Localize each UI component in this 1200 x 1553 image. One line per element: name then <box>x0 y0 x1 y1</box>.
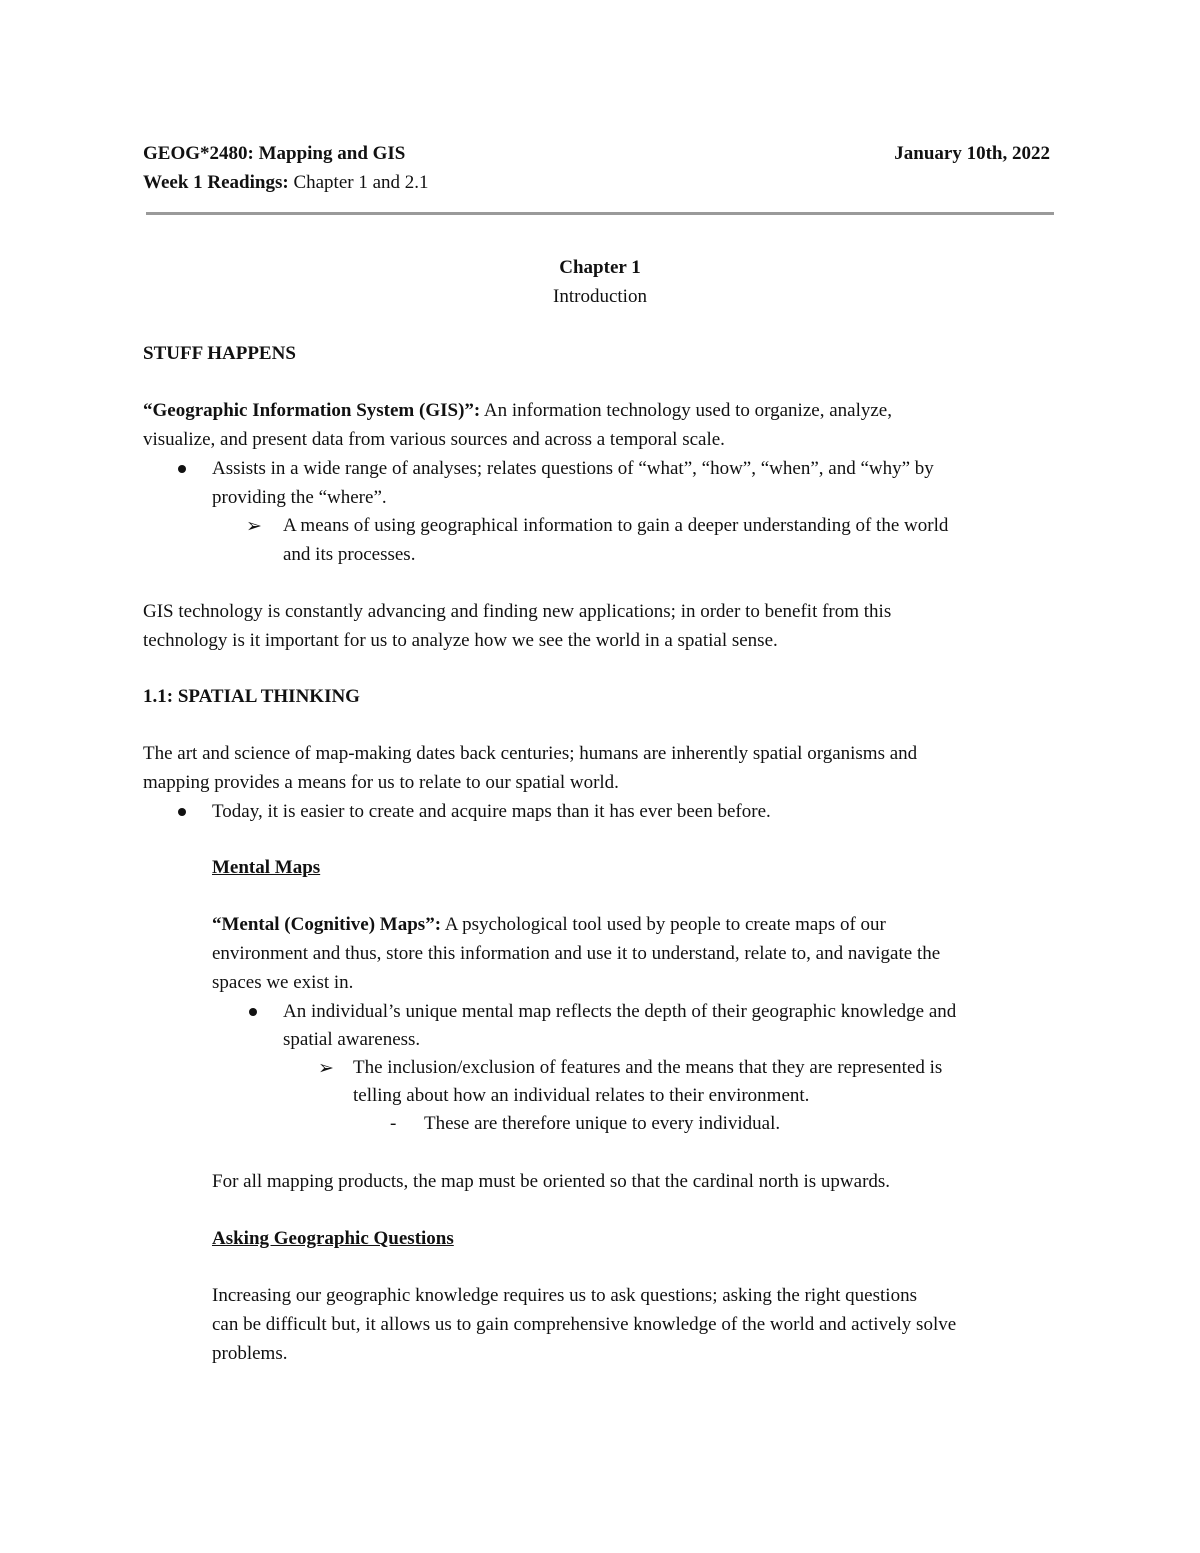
bullet-dot-icon <box>178 465 186 473</box>
spatial-bullet1: Today, it is easier to create and acquire maps than it has ever been before. <box>212 801 771 822</box>
gis-arrow1-line1: A means of using geographical information to gain a deeper understanding of the world <box>283 515 949 536</box>
dash-bullet-icon: - <box>390 1113 397 1134</box>
mental-bullet1-line1: An individual’s unique mental map reflects the depth of their geographic knowledge and <box>283 1001 957 1022</box>
gis-term: “Geographic Information System (GIS)”: <box>143 400 481 421</box>
mental-definition-line2: environment and thus, store this information and use it to understand, relate to, and navigate the <box>212 943 941 964</box>
chapter-title: Chapter 1 <box>559 257 641 278</box>
gis-bullet1-line2: providing the “where”. <box>212 487 387 508</box>
mental-arrow1-line1: The inclusion/exclusion of features and the means that they are represented is <box>353 1057 943 1078</box>
spatial-paragraph-line2: mapping provides a means for us to relate to our spatial world. <box>143 772 619 793</box>
mental-definition-text: A psychological tool used by people to create maps of our <box>441 914 886 935</box>
section-heading-spatial-thinking: 1.1: SPATIAL THINKING <box>143 686 360 707</box>
readings-value: Chapter 1 and 2.1 <box>288 172 429 193</box>
spatial-paragraph-line1: The art and science of map-making dates back centuries; humans are inherently spatial organisms and <box>143 743 918 764</box>
gis-definition-text: An information technology used to organize, analyze, <box>480 400 892 421</box>
arrow-bullet-icon: ➢ <box>318 1058 334 1079</box>
subheading-asking-questions: Asking Geographic Questions <box>212 1228 454 1249</box>
asking-paragraph-line1: Increasing our geographic knowledge requires us to ask questions; asking the right questions <box>212 1285 917 1306</box>
asking-paragraph-line3: problems. <box>212 1343 288 1364</box>
subheading-mental-maps: Mental Maps <box>212 857 321 878</box>
readings-label: Week 1 Readings: <box>143 172 289 193</box>
mental-paragraph: For all mapping products, the map must be oriented so that the cardinal north is upwards. <box>212 1171 891 1192</box>
chapter-subtitle: Introduction <box>553 286 647 307</box>
section-heading-stuff-happens: STUFF HAPPENS <box>143 343 296 364</box>
gis-arrow1-line2: and its processes. <box>283 544 416 565</box>
mental-term: “Mental (Cognitive) Maps”: <box>212 914 442 935</box>
bullet-dot-icon <box>178 808 186 816</box>
arrow-bullet-icon: ➢ <box>246 516 262 537</box>
gis-definition-line2: visualize, and present data from various sources and across a temporal scale. <box>143 429 725 450</box>
mental-dash1: These are therefore unique to every individual. <box>424 1113 781 1134</box>
bullet-dot-icon <box>249 1008 257 1016</box>
mental-arrow1-line2: telling about how an individual relates to their environment. <box>353 1085 810 1106</box>
gis-bullet1-line1: Assists in a wide range of analyses; relates questions of “what”, “how”, “when”, and “why” by <box>212 458 934 479</box>
mental-definition-line3: spaces we exist in. <box>212 972 354 993</box>
asking-paragraph-line2: can be difficult but, it allows us to gain comprehensive knowledge of the world and actively solve <box>212 1314 957 1335</box>
course-title: GEOG*2480: Mapping and GIS <box>143 143 406 164</box>
document-date: January 10th, 2022 <box>894 143 1050 164</box>
gis-paragraph-line1: GIS technology is constantly advancing and finding new applications; in order to benefit from this <box>143 601 892 622</box>
gis-definition-line1 <box>143 400 892 422</box>
readings-line <box>143 172 429 194</box>
header-divider <box>146 212 1054 215</box>
mental-definition-line1 <box>212 914 886 936</box>
mental-bullet1-line2: spatial awareness. <box>283 1029 421 1050</box>
gis-paragraph-line2: technology is it important for us to analyze how we see the world in a spatial sense. <box>143 630 778 651</box>
